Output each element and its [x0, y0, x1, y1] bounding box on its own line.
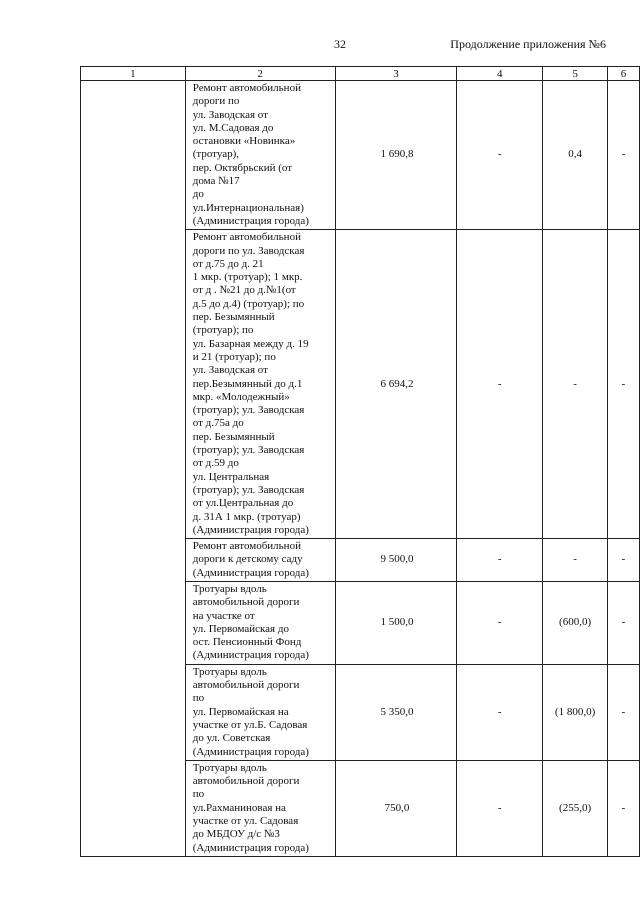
row-amount: 750,0 — [335, 760, 457, 856]
row-col4-value: - — [457, 581, 543, 664]
row-description: Ремонт автомобильной дороги по ул. Заводская от ул. М.Садовая до остановки «Новинка» (тротуар), пер. Октябрьский (от дома №17 до ул.Интернациональная) (Администрация города) — [185, 81, 335, 230]
row-description: Ремонт автомобильной дороги по ул. Заводская от д.75 до д. 21 1 мкр. (тротуар); 1 мкр. от д . №21 до д.№1(от д.5 до д.4) (тротуар); по пер. Безымянный (тротуар); по ул. Базарная между д. 19 и 21 (тротуар); по ул. Заводская от пер.Безымянный до д.1 мкр. «Молодежный» (тротуар); ул. Заводская от д.75а до пер. Безымянный (тротуар); ул. Заводская от д.59 до ул. Центральная (тротуар); ул. Заводская от ул.Центральная до д. 31А 1 мкр. (тротуар) (Администрация города) — [185, 230, 335, 539]
table-row — [81, 81, 640, 230]
row-col6-value: - — [608, 664, 640, 760]
row-col5-value: 0,4 — [543, 81, 608, 230]
column-number-1: 1 — [81, 67, 186, 81]
column-number-5: 5 — [543, 67, 608, 81]
row-col4-value: - — [457, 230, 543, 539]
column-number-3: 3 — [335, 67, 457, 81]
row-col5-value: (255,0) — [543, 760, 608, 856]
budget-table — [80, 66, 640, 857]
column-number-row — [81, 67, 640, 81]
row-col4-value: - — [457, 664, 543, 760]
row-amount: 6 694,2 — [335, 230, 457, 539]
row-col6-value: - — [608, 539, 640, 582]
page-number: 32 — [334, 37, 346, 51]
row-col6-value: - — [608, 581, 640, 664]
row-col5-value: (1 800,0) — [543, 664, 608, 760]
row-description: Тротуары вдоль автомобильной дороги по ул.Рахманиновая на участке от ул. Садовая до МБДОУ д/с №3 (Администрация города) — [185, 760, 335, 856]
row-col6-value: - — [608, 230, 640, 539]
row-col5-value: - — [543, 230, 608, 539]
appendix-continuation-note: Продолжение приложения №6 — [450, 37, 606, 51]
row-col4-value: - — [457, 760, 543, 856]
column-number-6: 6 — [608, 67, 640, 81]
row-description: Ремонт автомобильной дороги к детскому саду (Администрация города) — [185, 539, 335, 582]
row-col6-value: - — [608, 760, 640, 856]
row-amount: 1 500,0 — [335, 581, 457, 664]
row-col5-value: (600,0) — [543, 581, 608, 664]
row-col6-value: - — [608, 81, 640, 230]
row-col4-value: - — [457, 81, 543, 230]
row-amount: 9 500,0 — [335, 539, 457, 582]
column-number-4: 4 — [457, 67, 543, 81]
column-number-2: 2 — [185, 67, 335, 81]
row-amount: 5 350,0 — [335, 664, 457, 760]
row-description: Тротуары вдоль автомобильной дороги по ул. Первомайская на участке от ул.Б. Садовая до ул. Советская (Администрация города) — [185, 664, 335, 760]
row-description: Тротуары вдоль автомобильной дороги на участке от ул. Первомайская до ост. Пенсионный Фонд (Администрация города) — [185, 581, 335, 664]
row-col5-value: - — [543, 539, 608, 582]
row-col4-value: - — [457, 539, 543, 582]
row-amount: 1 690,8 — [335, 81, 457, 230]
merged-column-1-cell — [81, 81, 186, 857]
